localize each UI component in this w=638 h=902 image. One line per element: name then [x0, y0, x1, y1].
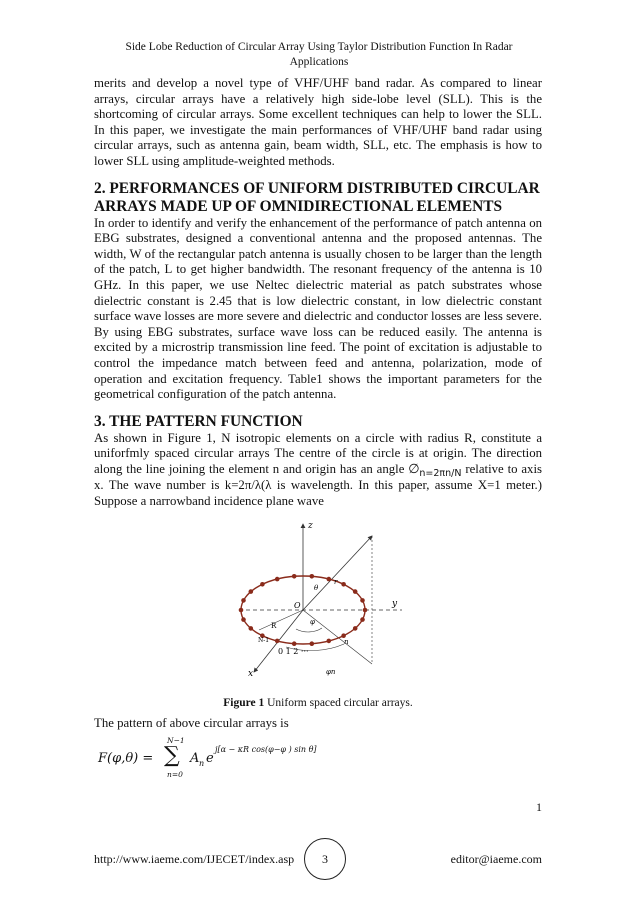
header-line-2: Applications [289, 56, 349, 68]
pattern-formula [94, 735, 542, 779]
array-element-dot [260, 582, 265, 587]
intro-paragraph: merits and develop a novel type of VHF/UHF band radar. As compared to linear arrays, circular arrays have a relatively high side-lobe level (SLL). This is the shortcoming of circular arrays. Some excellent techniques can help to lower the SLL. In this paper, we investigate the main performances of VHF/UHF band radar using circular arrays, such as antenna gain, beam width, SLL, etc. The emphasis is how to lower SLL using amplitude-weighted methods. [94, 76, 542, 168]
sum-upper-limit: N−1 [167, 736, 185, 746]
axis-x-label: x [248, 668, 254, 679]
array-element-dot [360, 598, 365, 603]
section-3-heading: 3. THE PATTERN FUNCTION [94, 412, 303, 430]
radius-label: R [271, 621, 277, 630]
exponent: j[α − κR cos(φ−φ ) sin θ] [215, 745, 317, 755]
n-label: n [344, 637, 349, 646]
section-3-text-b: relative to axis x. The wave number is k=2π/λ(λ is wavelength. In this paper, assume Χ=1 meter.) Suppose a narrowband incidence plane wave [94, 461, 542, 509]
r-label: r [334, 577, 338, 586]
array-element-dot [327, 576, 332, 581]
figure-label: Figure 1 [223, 696, 265, 709]
footer-email-link[interactable]: editor@iaeme.com [450, 852, 542, 866]
footer [94, 846, 542, 882]
exp-base: e [206, 751, 214, 767]
formula-lhs: F(φ,θ) = [98, 751, 154, 767]
array-element-dot [275, 576, 280, 581]
array-element-dot [341, 582, 346, 587]
circular-array-diagram [224, 514, 424, 690]
section-2-paragraph: In order to identify and verify the enhancement of the performance of patch antenna on EBG substrates, designed a conventional antenna and the proposed antennas. The width, W of the rectangular patch antenna is usually chosen to be larger than the length of the patch, L to get higher bandwidth. The resonant frequency of the antenna is 10 GHz. In this paper, we use Neltec dielectric material as patch substrates whose dielectric constant is 2.45 that is low dielectric constant, in low dielectric constant surface wave losses are more severe and dielectric and conductor losses are less severe. By using EBG substrates, surface wave loss can be reduced easily. The antenna is excited by a microstrip transmission line feed. The point of excitation is adjustable to control the impedance match between feed and antenna, polarization, mode of operation and excitation frequency. Table1 shows the important parameters for the geometrical configuration of the patch antenna. [94, 215, 542, 402]
array-element-dot [327, 638, 332, 643]
term-a: A [190, 751, 200, 767]
array-element-dot [241, 598, 246, 603]
angle-symbol: ∅ [408, 461, 420, 477]
phi-n-label: φn [326, 667, 336, 676]
array-element-dot [363, 607, 368, 612]
axis-z-label: z [308, 520, 313, 531]
theta-label: θ [314, 583, 319, 592]
array-element-dot [249, 589, 254, 594]
sum-lower-limit: n=0 [167, 770, 183, 780]
figure-1 [94, 514, 542, 690]
array-element-dot [292, 641, 297, 646]
main-content [94, 76, 542, 779]
radius-line [259, 610, 303, 630]
section-3-paragraph [94, 431, 542, 510]
index-labels: 0 1 2 ··· [278, 646, 309, 656]
section-2-heading: 2. PERFORMANCES OF UNIFORM DISTRIBUTED CIRCULAR ARRAYS MADE UP OF OMNIDIRECTIONAL ELEMENTS [94, 179, 540, 215]
phi-label: φ [310, 617, 315, 626]
axis-y-label: y [392, 598, 398, 609]
array-element-dot [310, 574, 315, 579]
origin-label: O [294, 600, 301, 610]
footer-page-circle [304, 838, 346, 880]
page-number: 1 [536, 800, 542, 814]
section-3-text-a: As shown in Figure 1, N isotropic elements on a circle with radius R, constitute a uniforfmly spaced circular arrays The centre of the circle is at origin. The direction along the line joining the element n and origin has an angle [94, 430, 542, 476]
array-element-dot [249, 626, 254, 631]
array-element-dot [360, 617, 365, 622]
n-minus-1-label: N-1 [258, 636, 270, 644]
figure-caption [94, 696, 542, 710]
array-element-dot [353, 589, 358, 594]
array-element-dot [353, 626, 358, 631]
array-element-dot [241, 617, 246, 622]
figure-caption-text: Uniform spaced circular arrays. [267, 696, 413, 709]
array-element-dot [292, 574, 297, 579]
term-a-sub: n [199, 759, 205, 769]
array-element-dot [310, 641, 315, 646]
running-header [60, 40, 578, 70]
header-line-1: Side Lobe Reduction of Circular Array Using Taylor Distribution Function In Radar [125, 41, 513, 53]
array-element-dot [239, 607, 244, 612]
footer-page-number: 3 [322, 852, 328, 866]
array-element-dot [275, 638, 280, 643]
footer-url-link[interactable]: http://www.iaeme.com/IJECET/index.asp [94, 852, 295, 866]
angle-subscript: n=2πn/N [419, 467, 462, 479]
phi-arc [296, 628, 322, 632]
pattern-intro: The pattern of above circular arrays is [94, 715, 289, 730]
sum-symbol: ∑ [164, 743, 180, 769]
